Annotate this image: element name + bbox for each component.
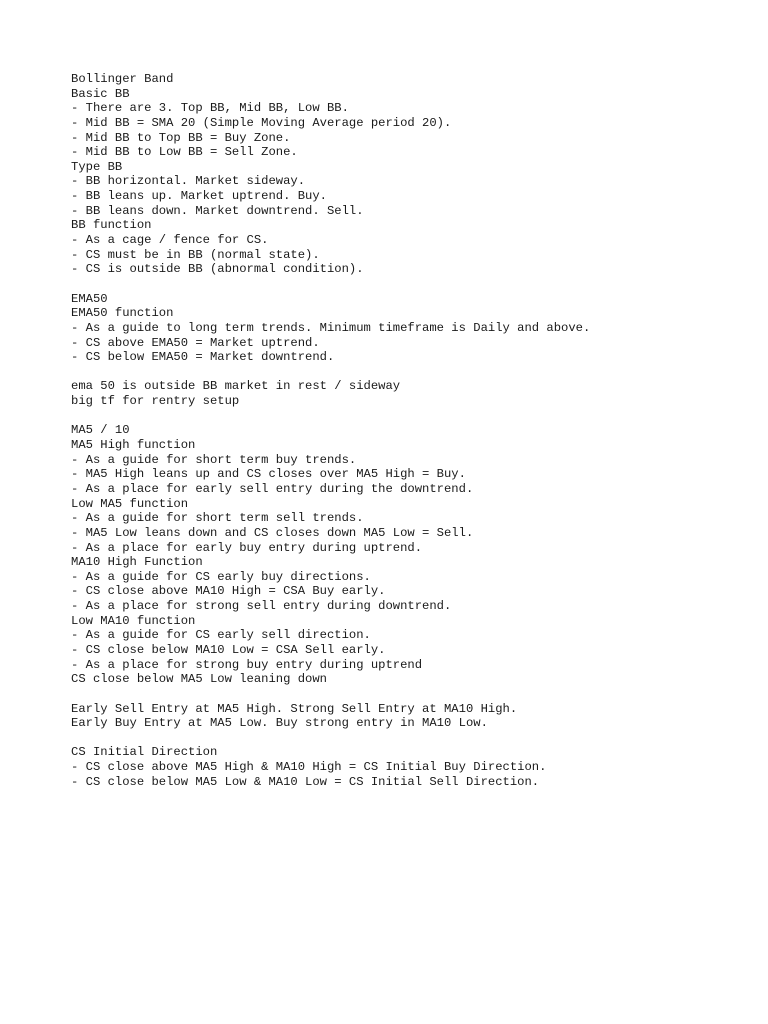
blank-line	[71, 409, 751, 424]
text-line: ema 50 is outside BB market in rest / sideway	[71, 379, 401, 394]
text-line: Basic BB	[71, 86, 130, 101]
text-line: - CS close below MA5 Low & MA10 Low = CS Initial Sell Direction.	[71, 774, 540, 789]
text-line: - Mid BB to Top BB = Buy Zone.	[71, 130, 291, 145]
text-line: - CS close above MA10 High = CSA Buy early.	[71, 584, 386, 599]
text-line: - BB horizontal. Market sideway.	[71, 174, 306, 189]
text-line: Early Sell Entry at MA5 High. Strong Sell Entry at MA10 High.	[71, 701, 518, 716]
text-line: - As a place for early buy entry during uptrend.	[71, 540, 423, 555]
text-line: - Mid BB = SMA 20 (Simple Moving Average period 20).	[71, 115, 452, 130]
text-line: Type BB	[71, 159, 123, 174]
blank-line	[71, 731, 751, 746]
text-line: CS Initial Direction	[71, 745, 218, 760]
text-line: big tf for rentry setup	[71, 394, 240, 409]
text-line: Low MA5 function	[71, 496, 189, 511]
text-line: - BB leans down. Market downtrend. Sell.	[71, 203, 364, 218]
text-line: - As a guide for short term sell trends.	[71, 511, 364, 526]
text-line: EMA50	[71, 291, 108, 306]
text-line: - CS below EMA50 = Market downtrend.	[71, 350, 335, 365]
text-line: - MA5 Low leans down and CS closes down MA5 Low = Sell.	[71, 525, 474, 540]
text-line: - CS above EMA50 = Market uptrend.	[71, 335, 320, 350]
blank-line	[71, 365, 751, 380]
text-line: - As a place for strong sell entry during downtrend.	[71, 599, 452, 614]
text-line: MA10 High Function	[71, 555, 203, 570]
text-line: - CS must be in BB (normal state).	[71, 247, 320, 262]
text-line: - CS close above MA5 High & MA10 High = CS Initial Buy Direction.	[71, 760, 547, 775]
text-line: - MA5 High leans up and CS closes over MA5 High = Buy.	[71, 467, 466, 482]
text-line: EMA50 function	[71, 306, 174, 321]
text-line: MA5 / 10	[71, 423, 130, 438]
text-line: CS close below MA5 Low leaning down	[71, 672, 327, 687]
text-line: - As a guide for CS early buy directions.	[71, 569, 371, 584]
text-line: - BB leans up. Market uptrend. Buy.	[71, 189, 327, 204]
text-line: - As a place for strong buy entry during uptrend	[71, 657, 423, 672]
text-line: - As a cage / fence for CS.	[71, 233, 269, 248]
text-line: - CS close below MA10 Low = CSA Sell early.	[71, 642, 386, 657]
text-line: - As a guide for short term buy trends.	[71, 452, 357, 467]
blank-line	[71, 687, 751, 702]
blank-line	[71, 277, 751, 292]
text-line: - As a guide for CS early sell direction.	[71, 628, 371, 643]
text-line: Early Buy Entry at MA5 Low. Buy strong entry in MA10 Low.	[71, 716, 488, 731]
document-page	[71, 72, 751, 789]
text-line: - As a place for early sell entry during the downtrend.	[71, 481, 474, 496]
text-line: - Mid BB to Low BB = Sell Zone.	[71, 145, 298, 160]
text-line: MA5 High function	[71, 438, 196, 453]
text-line: Bollinger Band	[71, 72, 174, 86]
text-line: - There are 3. Top BB, Mid BB, Low BB.	[71, 101, 349, 116]
text-line: BB function	[71, 218, 152, 233]
text-line: - CS is outside BB (abnormal condition).	[71, 262, 364, 277]
text-line: - As a guide to long term trends. Minimum timeframe is Daily and above.	[71, 320, 591, 335]
text-line: Low MA10 function	[71, 613, 196, 628]
